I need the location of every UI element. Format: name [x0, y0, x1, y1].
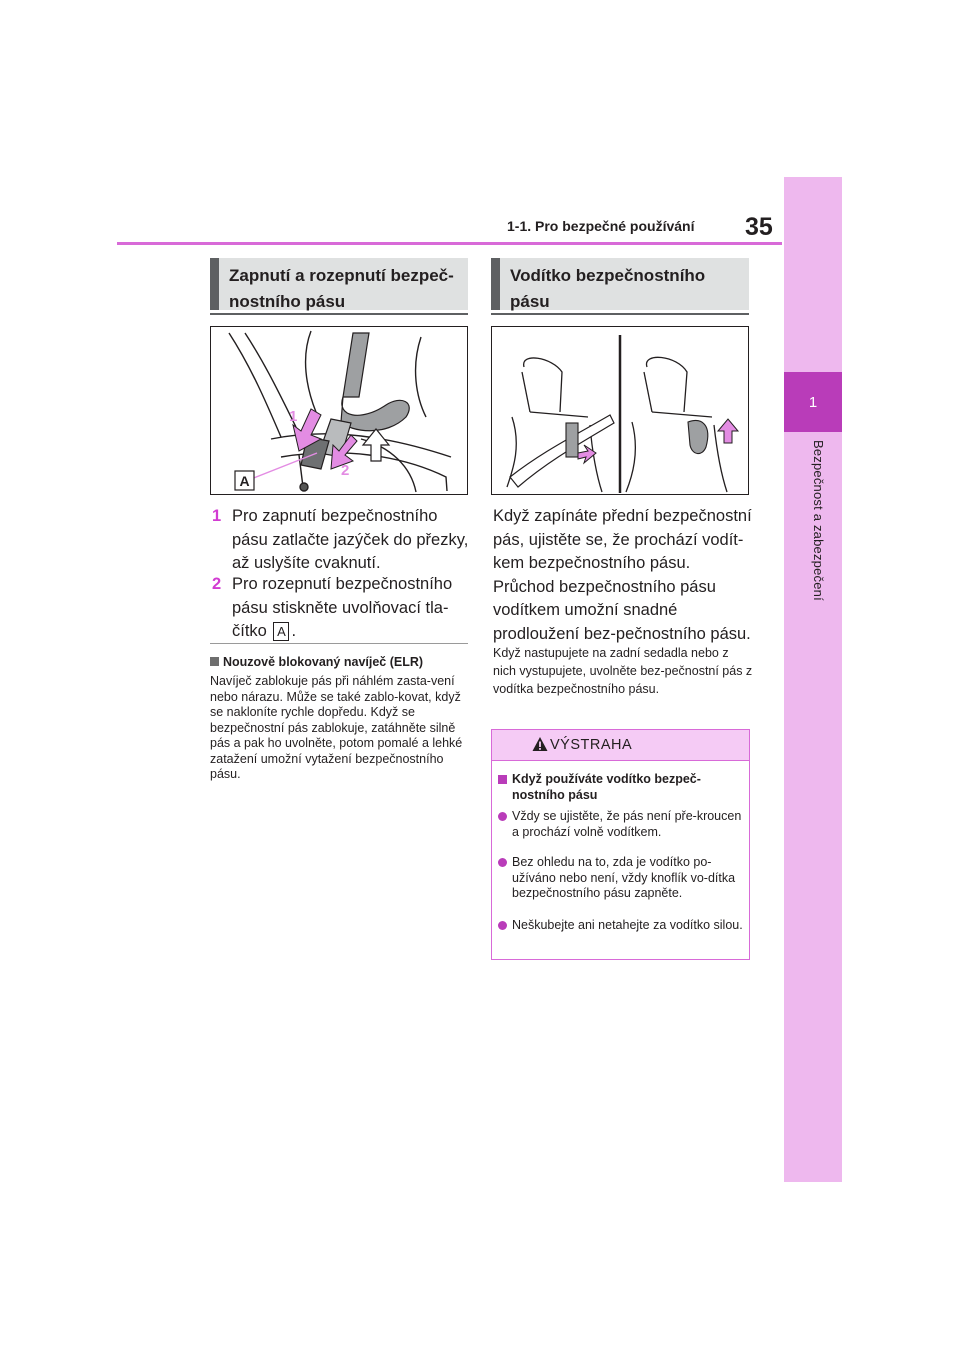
belt-guide-note: Když nastupujete na zadní sedadla nebo z nich vystupujete, uvolněte bez-pečnostní pás z vodítka bezpečnostního pásu.: [493, 646, 753, 696]
bullet-dot-icon: [498, 858, 507, 867]
bullet-dot-icon: [498, 812, 507, 821]
step-2-number: 2: [212, 575, 222, 593]
right-heading-line1: Vodítko bezpečnostního: [510, 266, 706, 285]
seatbelt-buckle-illustration: [211, 327, 467, 494]
left-section-heading: [210, 258, 468, 310]
warning-bullet-text: Vždy se ujistěte, že pás není pře-kroucen a prochází volně vodítkem.: [512, 809, 742, 839]
figure-label-2: 2: [341, 462, 350, 479]
belt-guide-illustration: [492, 327, 748, 494]
elr-title-text: Nouzově blokovaný navíječ (ELR): [223, 655, 424, 669]
release-button-marker: A: [273, 622, 289, 641]
figure-label-1: 1: [289, 408, 298, 425]
seatbelt-buckle-figure: [210, 326, 468, 495]
warning-subtitle-text: Když používáte vodítko bezpeč-nostního pásu: [512, 772, 701, 802]
belt-guide-figure: [491, 326, 749, 495]
square-bullet-icon: [498, 775, 507, 784]
step-1-text: Pro zapnutí bezpečnostního pásu zatlačte jazýček do přezky, až uslyšíte cvaknutí.: [232, 507, 469, 572]
bullet-dot-icon: [498, 921, 507, 930]
warning-subtitle: [498, 772, 743, 803]
side-tab-chapter-title: Bezpečnost a zabezpečení: [811, 440, 826, 601]
step-2-text-end: .: [291, 622, 297, 640]
left-heading-line2: nostního pásu: [229, 292, 346, 311]
warning-triangle-icon: [532, 736, 548, 752]
section-label: 1-1. Pro bezpečné používání: [507, 218, 695, 234]
header-rule: [117, 242, 782, 245]
warning-bullet-text: Neškubejte ani netahejte za vodítko silou.: [512, 918, 743, 932]
warning-header: [492, 730, 749, 761]
elr-subsection-title: [210, 655, 423, 669]
warning-bullet: [498, 809, 746, 840]
warning-bullet: [498, 918, 746, 934]
warning-bullet: [498, 855, 746, 902]
step-1: [212, 505, 472, 576]
subsection-divider: [210, 643, 468, 644]
warning-bullet-text: Bez ohledu na to, zda je vodítko po-užíváno nebo není, vždy knoflík vo-dítka bezpečnostního pásu zapněte.: [512, 855, 736, 900]
side-tab-chapter-number: 1: [808, 394, 818, 411]
step-2-text: Pro rozepnutí bezpečnostního pásu stiskněte uvolňovací tla-čítko: [232, 575, 453, 640]
step-2: [212, 573, 472, 644]
right-heading-line2: pásu: [510, 292, 550, 311]
left-heading-line1: Zapnutí a rozepnutí bezpeč-: [229, 266, 454, 285]
figure-label-a: A: [239, 473, 250, 489]
warning-title: VÝSTRAHA: [550, 737, 633, 753]
square-bullet-icon: [210, 657, 219, 666]
right-section-heading: [491, 258, 749, 310]
belt-guide-body: Když zapínáte přední bezpečnostní pás, ujistěte se, že prochází vodít-kem bezpečnostního pásu. Průchod bezpečnostního pásu vodítkem umožní snadné prodloužení bez-pečnostního pásu.: [493, 507, 752, 643]
page-number: 35: [745, 213, 773, 241]
warning-box: [491, 729, 750, 960]
step-1-number: 1: [212, 507, 222, 525]
step-2-text-wrap: [212, 573, 472, 644]
elr-description: Navíječ zablokuje pás při náhlém zasta-vení nebo nárazu. Může se také zablo-kovat, když se nakloníte rychle dopředu. Když se bezpečnostní pás zablokuje, zatáhněte silně pás a pak ho uvolněte, potom pomalé a lehké zatažení umožní vytažení bezpečnostního pásu.: [210, 674, 463, 781]
